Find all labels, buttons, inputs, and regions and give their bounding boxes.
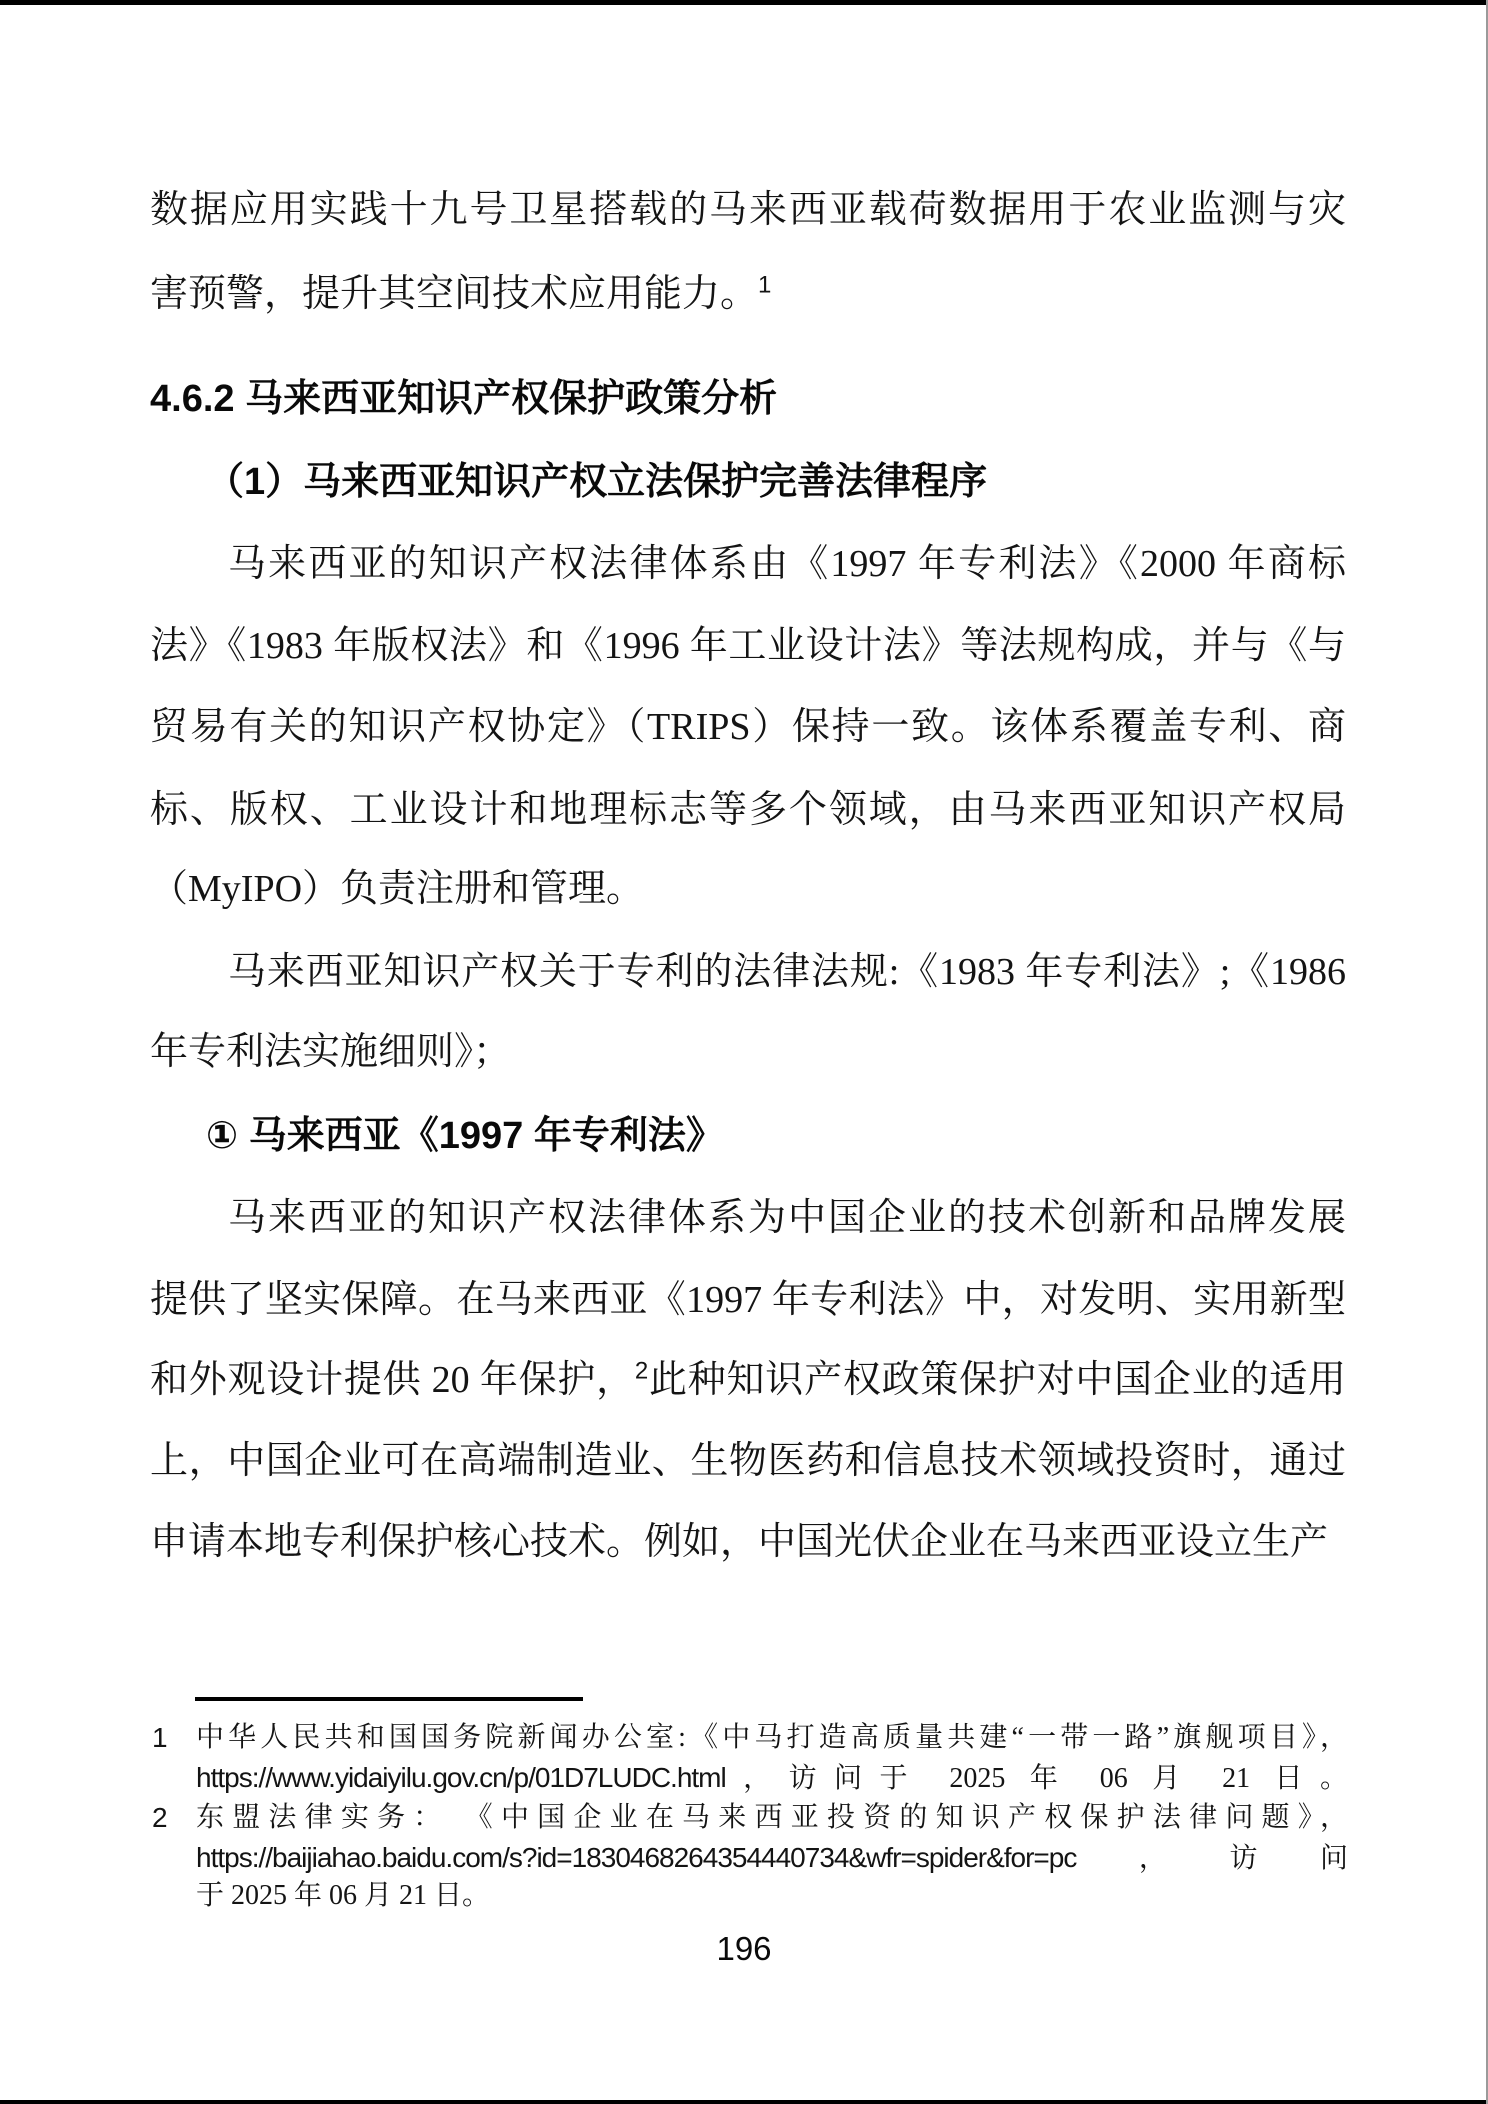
footnote-1-marker: 1: [152, 1722, 168, 1753]
footnote-text: 中华人民共和国国务院新闻办公室:《中马打造高质量共建“一带一路”旗舰项目》，: [196, 1722, 1348, 1753]
footnote-text: 于 2025 年 06 月 21 日。: [196, 1880, 491, 1911]
body-text: 马来西亚的知识产权法律体系为中国企业的技术创新和品牌发展: [228, 1197, 1346, 1239]
body-text: 数据应用实践十九号卫星搭载的马来西亚载荷数据用于农业监测与灾: [150, 189, 1346, 231]
body-line: [150, 540, 1346, 588]
body-line: [150, 1356, 1346, 1404]
body-line: [150, 622, 1346, 670]
body-text: 提供了坚实保障。在马来西亚《1997 年专利法》中，对发明、实用新型: [150, 1279, 1346, 1321]
body-text: 年专利法实施细则》；: [150, 1031, 512, 1073]
page-number: 196: [716, 1930, 772, 1967]
footnote-text: ，访问于 2025 年 06 月 21 日。: [725, 1763, 1348, 1794]
footnote-ref-1: 1: [758, 271, 772, 299]
heading-text: ① 马来西亚《1997 年专利法》: [206, 1115, 724, 1157]
page-edge-top: [0, 0, 1488, 5]
footnote-1-line: [196, 1720, 1348, 1756]
body-text: 此种知识产权政策保护对中国企业的适用: [648, 1359, 1346, 1401]
body-line: [150, 1437, 1346, 1485]
footnote-ref-2: 2: [634, 1357, 649, 1385]
body-line: [150, 270, 1346, 318]
footnote-1-line: [196, 1760, 1348, 1797]
body-text: 马来西亚的知识产权法律体系由《1997 年专利法》《2000 年商标: [228, 543, 1346, 585]
footnote-2-line: [196, 1800, 1348, 1836]
body-line: [150, 186, 1346, 234]
heading-text: （1）马来西亚知识产权立法保护完善法律程序: [206, 461, 988, 503]
footnote-2-marker: 2: [152, 1802, 168, 1833]
page-edge-bottom: [0, 2100, 1488, 2104]
body-line: [150, 865, 1346, 913]
footnote-url: https://www.yidaiyilu.gov.cn/p/01D7LUDC.html: [196, 1762, 726, 1793]
body-text: 害预警，提升其空间技术应用能力。: [150, 273, 759, 315]
body-text: 法》《1983 年版权法》和《1996 年工业设计法》等法规构成，并与《与: [150, 625, 1346, 667]
body-line: [150, 1276, 1346, 1324]
footnote-text: ，访问: [1076, 1843, 1348, 1874]
section-heading-462: [150, 375, 1346, 423]
body-line: [150, 786, 1346, 834]
body-text: 标、版权、工业设计和地理标志等多个领域，由马来西亚知识产权局: [150, 789, 1346, 831]
body-text: 上，中国企业可在高端制造业、生物医药和信息技术领域投资时，通过: [150, 1440, 1346, 1482]
footnote-2-line: [196, 1878, 1348, 1914]
body-text: 马来西亚知识产权关于专利的法律法规:《1983 年专利法》;《1986: [228, 951, 1346, 993]
footnote-text: 东盟法律实务： 《中国企业在马来西亚投资的知识产权保护法律问题》，: [196, 1802, 1348, 1833]
heading-text: 4.6.2 马来西亚知识产权保护政策分析: [150, 378, 778, 420]
body-text: 和外观设计提供 20 年保护，: [150, 1359, 635, 1401]
body-line: [150, 1028, 1346, 1076]
footnote-separator: [195, 1697, 583, 1701]
sub-heading-1: [150, 458, 1402, 506]
sub-heading-circle1: [150, 1112, 1402, 1160]
body-line: [150, 1194, 1346, 1242]
footnote-2-line: [196, 1840, 1348, 1877]
body-text: 贸易有关的知识产权协定》（TRIPS）保持一致。该体系覆盖专利、商: [150, 706, 1346, 748]
body-text: 申请本地专利保护核心技术。例如，中国光伏企业在马来西亚设立生产: [150, 1521, 1329, 1563]
body-line: [150, 703, 1346, 751]
body-line: [150, 1518, 1346, 1566]
body-text: （MyIPO）负责注册和管理。: [150, 868, 645, 910]
body-line: [150, 948, 1346, 996]
footnote-url: https://baijiahao.baidu.com/s?id=1830468264354440734&wfr=spider&for=pc: [196, 1842, 1077, 1873]
